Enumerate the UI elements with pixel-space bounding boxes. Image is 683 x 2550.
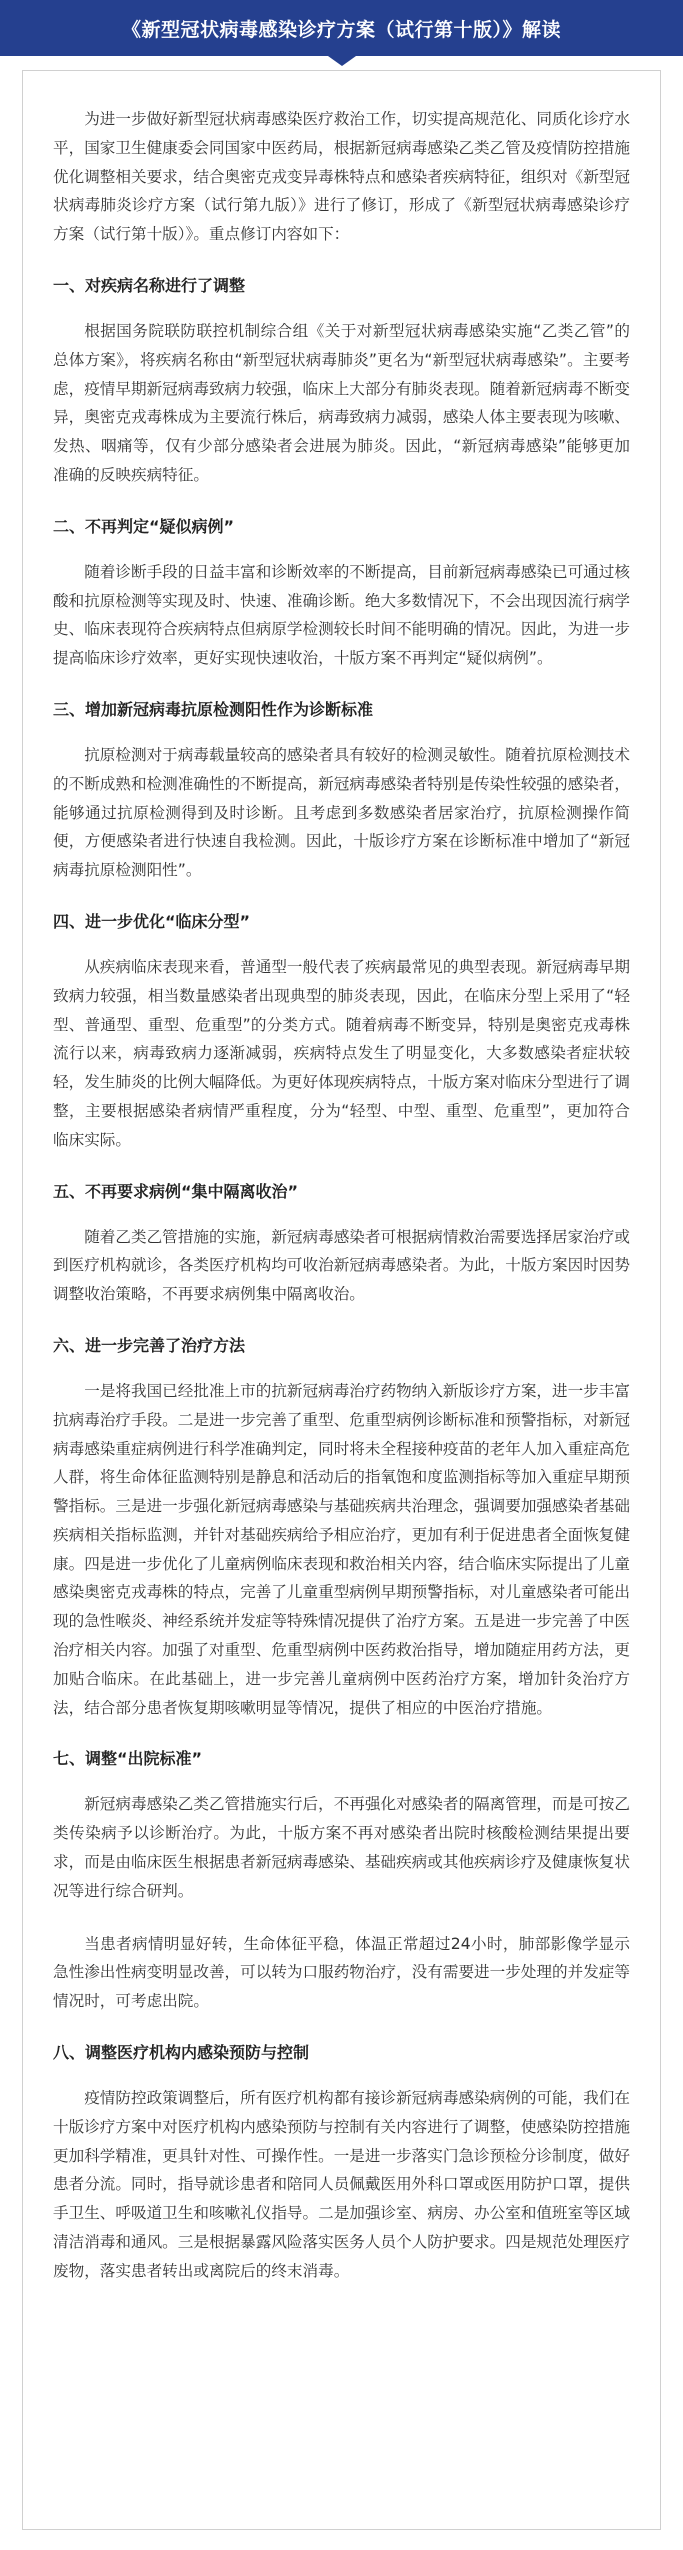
page-title: 《新型冠状病毒感染诊疗方案（试行第十版）》解读 xyxy=(121,18,561,41)
section-paragraph: 疫情防控政策调整后，所有医疗机构都有接诊新冠病毒感染病例的可能，我们在十版诊疗方案中对医疗机构内感染预防与控制有关内容进行了调整，使感染防控措施更加科学精准，更具针对性、可操作性。一是进一步落实门急诊预检分诊制度，做好患者分流。同时，指导就诊患者和陪同人员佩戴医用外科口罩或医用防护口罩，提供手卫生、呼吸道卫生和咳嗽礼仪指导。二是加强诊室、病房、办公室和值班室等区域清洁消毒和通风。三是根据暴露风险落实医务人员个人防护要求。四是规范处理医疗废物，落实患者转出或离院后的终末消毒。 xyxy=(53,2089,630,2280)
title-banner xyxy=(0,0,683,56)
section-3 xyxy=(53,697,630,885)
section-paragraph: 一是将我国已经批准上市的抗新冠病毒治疗药物纳入新版诊疗方案，进一步丰富抗病毒治疗手段。二是进一步完善了重型、危重型病例诊断标准和预警指标，对新冠病毒感染重症病例进行科学准确判定，同时将未全程接种疫苗的老年人加入重症高危人群，将生命体征监测特别是静息和活动后的指氧饱和度监测指标等加入重症早期预警指标。三是进一步强化新冠病毒感染与基础疾病共治理念，强调要加强感染者基础疾病相关指标监测，并针对基础疾病给予相应治疗，更加有利于促进患者全面恢复健康。四是进一步优化了儿童病例临床表现和救治相关内容，结合临床实际提出了儿童感染奥密克戎毒株的特点，完善了儿童重型病例早期预警指标，对儿童感染者可能出现的急性喉炎、神经系统并发症等特殊情况提供了治疗方案。五是进一步完善了中医治疗相关内容。加强了对重型、危重型病例中医药救治指导，增加随症用药方法，更加贴合临床。在此基础上，进一步完善儿童病例中医药治疗方案，增加针灸治疗方法，结合部分患者恢复期咳嗽明显等情况，提供了相应的中医治疗措施。 xyxy=(53,1381,630,1717)
section-heading: 二、不再判定“疑似病例” xyxy=(53,516,235,536)
section-2 xyxy=(53,514,630,673)
section-paragraph: 从疾病临床表现来看，普通型一般代表了疾病最常见的典型表现。新冠病毒早期致病力较强，相当数量感染者出现典型的肺炎表现，因此，在临床分型上采用了“轻型、普通型、重型、危重型”的分类方式。随着病毒不断变异，特别是奥密克戎毒株流行以来，病毒致病力逐渐减弱，疾病特点发生了明显变化，大多数感染者症状较轻，发生肺炎的比例大幅降低。为更好体现疾病特点，十版方案对临床分型进行了调整，主要根据感染者病情严重程度，分为“轻型、中型、重型、危重型”，更加符合临床实际。 xyxy=(53,957,630,1149)
title-banner-notch xyxy=(328,56,356,66)
section-heading: 五、不再要求病例“集中隔离收治” xyxy=(53,1181,299,1201)
section-heading: 三、增加新冠病毒抗原检测阳性作为诊断标准 xyxy=(53,699,374,719)
section-4 xyxy=(53,909,630,1155)
section-1 xyxy=(53,273,630,490)
section-heading: 六、进一步完善了治疗方法 xyxy=(53,1335,246,1355)
section-paragraph: 抗原检测对于病毒载量较高的感染者具有较好的检测灵敏性。随着抗原检测技术的不断成熟和检测准确性的不断提高，新冠病毒感染者特别是传染性较强的感染者，能够通过抗原检测得到及时诊断。且考虑到多数感染者居家治疗，抗原检测操作简便，方便感染者进行快速自我检测。因此，十版诊疗方案在诊断标准中增加了“新冠病毒抗原检测阳性”。 xyxy=(53,745,630,880)
section-heading: 一、对疾病名称进行了调整 xyxy=(53,275,246,295)
section-heading: 四、进一步优化“临床分型” xyxy=(53,911,251,931)
section-paragraph: 新冠病毒感染乙类乙管措施实行后，不再强化对感染者的隔离管理，而是可按乙类传染病予以诊断治疗。为此，十版方案不再对感染者出院时核酸检测结果提出要求，而是由临床医生根据患者新冠病毒感染、基础疾病或其他疾病诊疗及健康恢复状况等进行综合研判。 xyxy=(53,1795,630,1900)
section-paragraph: 随着乙类乙管措施的实施，新冠病毒感染者可根据病情救治需要选择居家治疗或到医疗机构就诊，各类医疗机构均可收治新冠病毒感染者。为此，十版方案因时因势调整收治策略，不再要求病例集中隔离收治。 xyxy=(53,1227,630,1304)
article-body xyxy=(22,70,661,2530)
section-7 xyxy=(53,1746,630,2016)
section-8 xyxy=(53,2040,630,2286)
section-heading: 七、调整“出院标准” xyxy=(53,1749,203,1769)
section-paragraph: 当患者病情明显好转，生命体征平稳，体温正常超过24小时，肺部影像学显示急性渗出性病变明显改善，可以转为口服药物治疗，没有需要进一步处理的并发症等情况时，可考虑出院。 xyxy=(53,1934,630,2011)
section-5 xyxy=(53,1179,630,1309)
section-heading: 八、调整医疗机构内感染预防与控制 xyxy=(53,2043,310,2063)
section-6 xyxy=(53,1333,630,1723)
section-paragraph: 根据国务院联防联控机制综合组《关于对新型冠状病毒感染实施“乙类乙管”的总体方案》，将疾病名称由“新型冠状病毒肺炎”更名为“新型冠状病毒感染”。主要考虑，疫情早期新冠病毒致病力较强，临床上大部分有肺炎表现。随着新冠病毒不断变异，奥密克戎毒株成为主要流行株后，病毒致病力减弱，感染人体主要表现为咳嗽、发热、咽痛等，仅有少部分感染者会进展为肺炎。因此，“新冠病毒感染”能够更加准确的反映疾病特征。 xyxy=(53,321,630,484)
intro-paragraph: 为进一步做好新型冠状病毒感染医疗救治工作，切实提高规范化、同质化诊疗水平，国家卫生健康委会同国家中医药局，根据新冠病毒感染乙类乙管及疫情防控措施优化调整相关要求，结合奥密克戎变异毒株特点和感染者疾病特征，组织对《新型冠状病毒肺炎诊疗方案（试行第九版）》进行了修订，形成了《新型冠状病毒感染诊疗方案（试行第十版）》。重点修订内容如下： xyxy=(53,110,630,244)
section-paragraph: 随着诊断手段的日益丰富和诊断效率的不断提高，目前新冠病毒感染已可通过核酸和抗原检测等实现及时、快速、准确诊断。绝大多数情况下，不会出现因流行病学史、临床表现符合疾病特点但病原学检测较长时间不能明确的情况。因此，为进一步提高临床诊疗效率，更好实现快速收治，十版方案不再判定“疑似病例”。 xyxy=(53,562,630,668)
